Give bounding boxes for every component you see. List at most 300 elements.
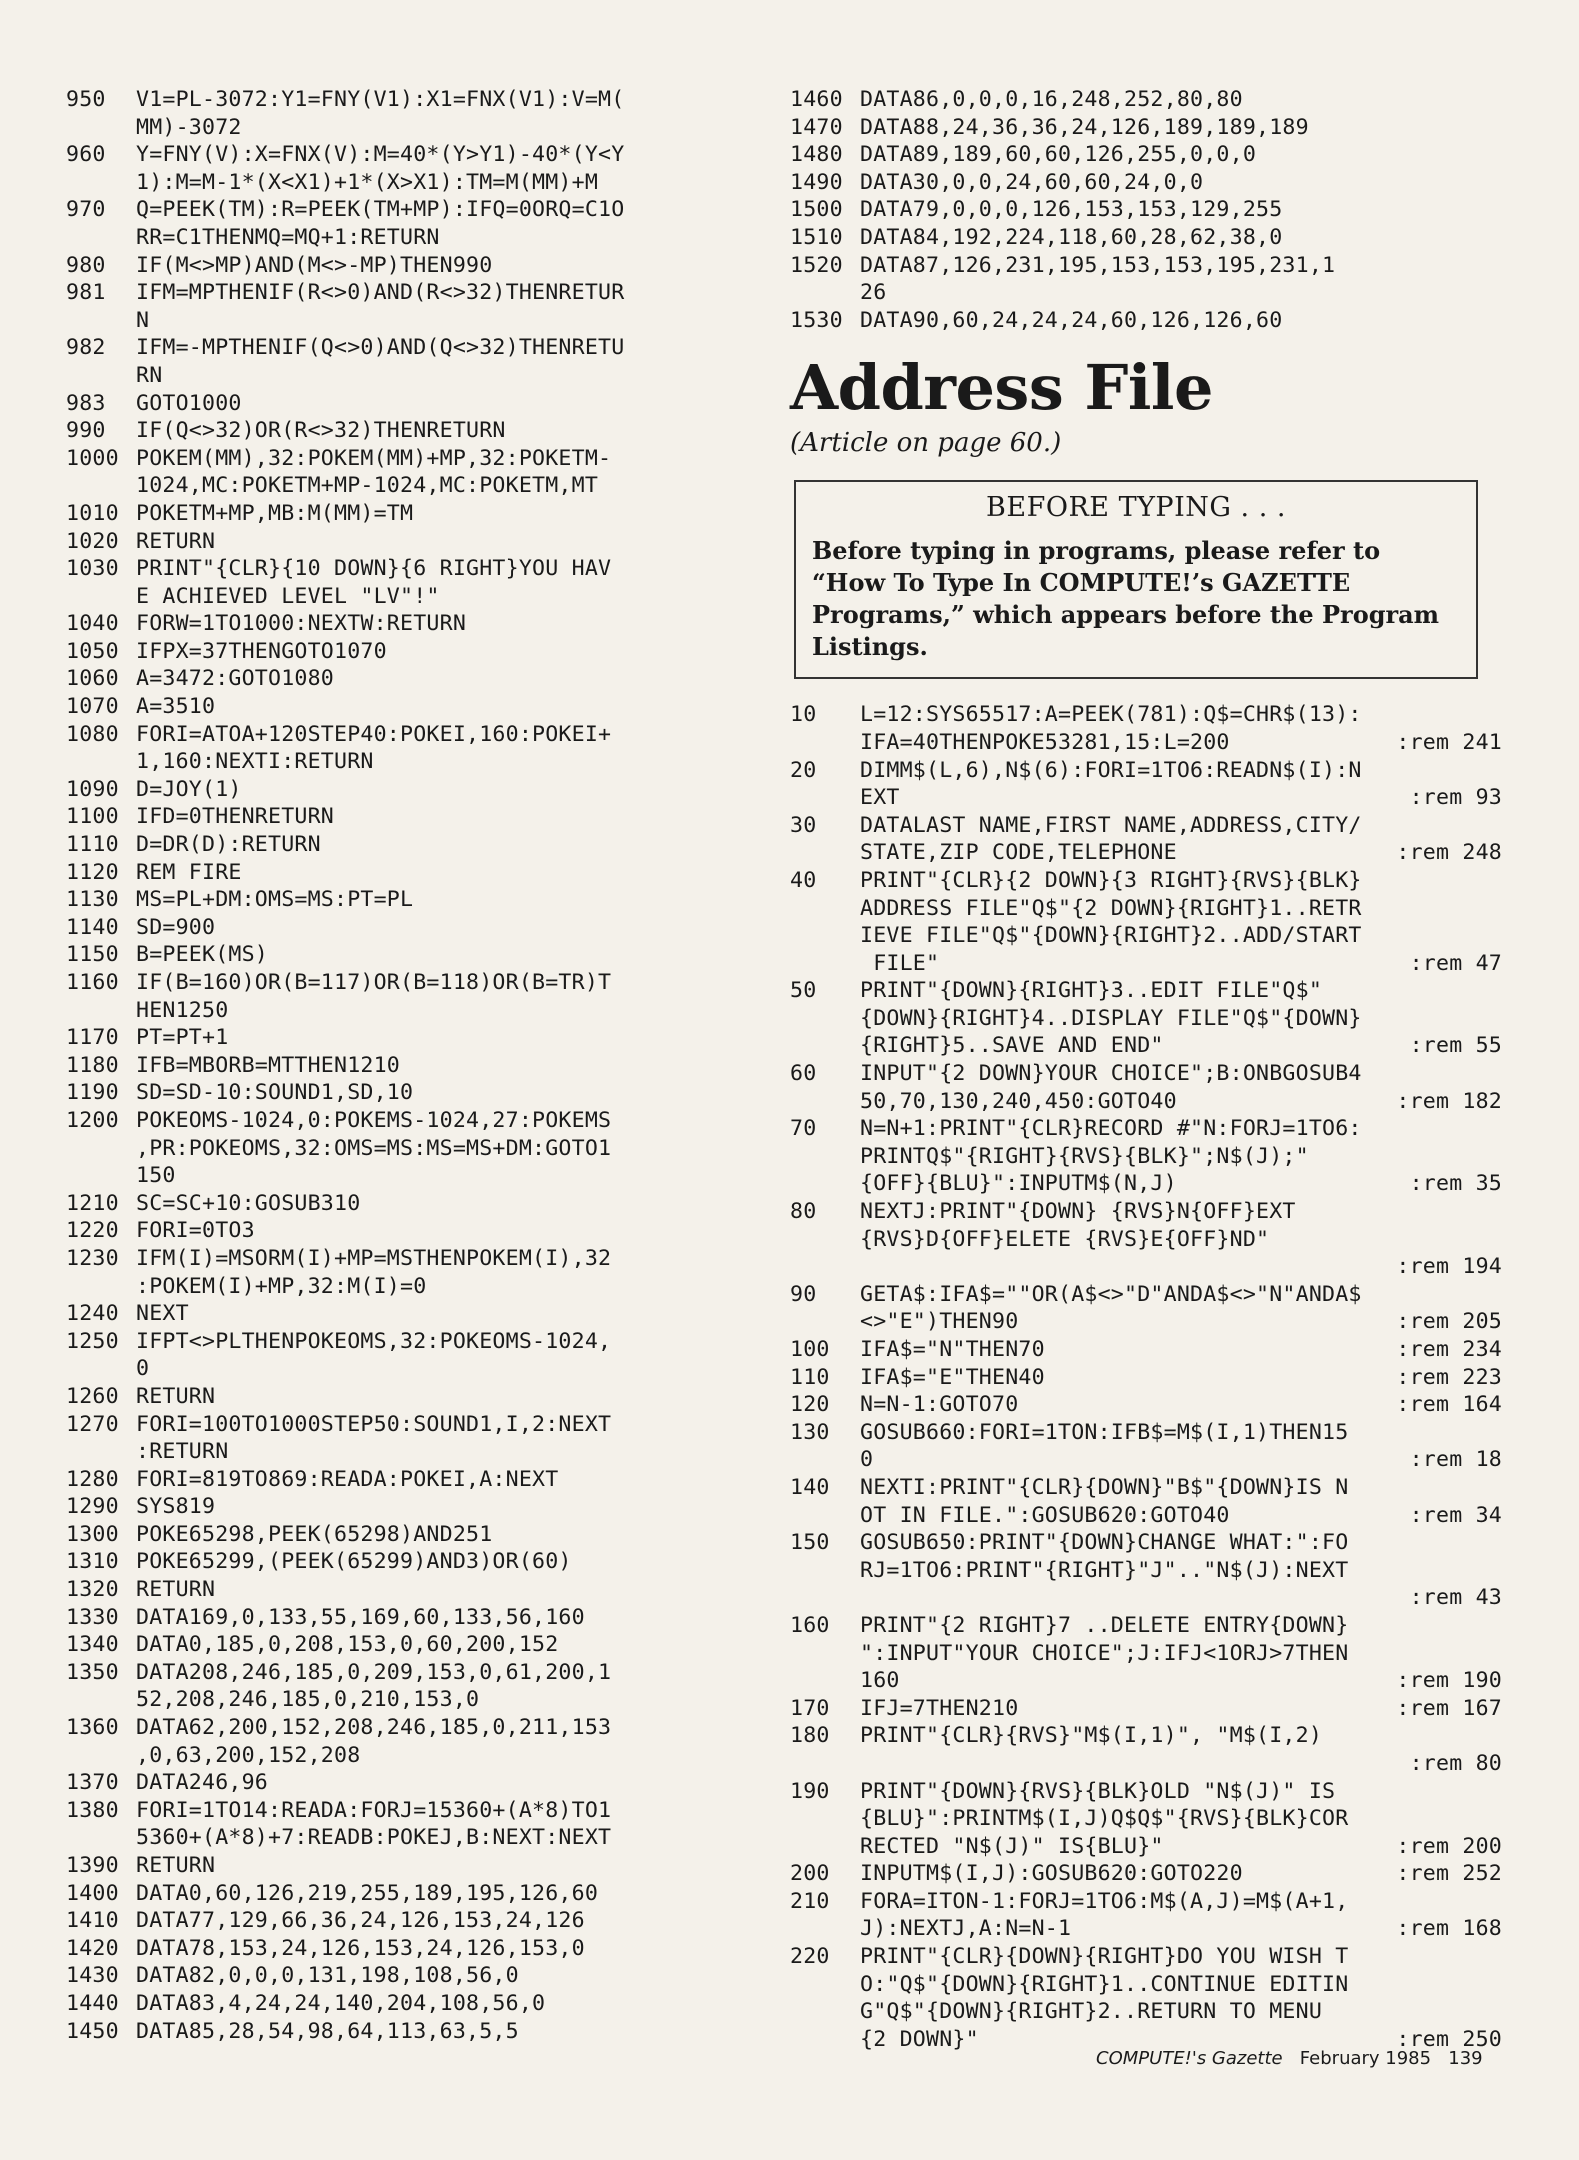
code-text: {RVS}D{OFF}ELETE {RVS}E{OFF}ND" bbox=[860, 1226, 1270, 1252]
code-text bbox=[860, 1750, 1410, 1778]
code-text: DATA85,28,54,98,64,113,63,5,5 bbox=[136, 2018, 519, 2044]
code-body bbox=[136, 1079, 766, 1107]
code-text: B=PEEK(MS) bbox=[136, 942, 269, 968]
code-text: {OFF}{BLU}":INPUTM$(N,J) bbox=[860, 1171, 1177, 1197]
code-line bbox=[66, 1107, 766, 1190]
line-number: 1200 bbox=[66, 1107, 119, 1133]
code-text: DATA88,24,36,36,24,126,189,189,189 bbox=[860, 114, 1309, 140]
line-number: 983 bbox=[66, 390, 106, 416]
code-body bbox=[860, 1860, 1510, 1888]
left-listing-column bbox=[66, 86, 766, 2045]
code-text: GOSUB650:PRINT"{DOWN}CHANGE WHAT:":FO bbox=[860, 1530, 1349, 1556]
code-body bbox=[136, 969, 766, 1024]
code-line bbox=[66, 941, 766, 969]
code-line bbox=[66, 1217, 766, 1245]
code-body bbox=[860, 1612, 1510, 1695]
code-body bbox=[860, 867, 1510, 977]
code-text: DATA30,0,0,24,60,60,24,0,0 bbox=[860, 169, 1204, 195]
checksum-rem: :rem 250 bbox=[1396, 2026, 1502, 2052]
line-number: 130 bbox=[790, 1419, 830, 1445]
code-text: 50,70,130,240,450:GOTO40 bbox=[860, 1088, 1177, 1114]
code-text: FORA=ITON-1:FORJ=1TO6:M$(A,J)=M$(A+1, bbox=[860, 1888, 1349, 1914]
line-number: 1150 bbox=[66, 942, 119, 968]
line-number: 1350 bbox=[66, 1659, 119, 1685]
line-number: 1490 bbox=[790, 169, 843, 195]
code-text: MS=PL+DM:OMS=MS:PT=PL bbox=[136, 887, 414, 913]
code-body bbox=[136, 1300, 766, 1328]
code-text: RR=C1THENMQ=MQ+1:RETURN bbox=[136, 224, 440, 250]
code-text: SD=SD-10:SOUND1,SD,10 bbox=[136, 1080, 414, 1106]
code-line bbox=[66, 1190, 766, 1218]
code-text: D=DR(D):RETURN bbox=[136, 832, 321, 858]
code-body bbox=[860, 701, 1510, 756]
code-text: ,PR:POKEOMS,32:OMS=MS:MS=MS+DM:GOTO1 bbox=[136, 1135, 612, 1161]
code-body bbox=[136, 445, 766, 500]
line-number: 40 bbox=[790, 867, 817, 893]
code-body bbox=[860, 812, 1510, 867]
code-body bbox=[860, 169, 1510, 197]
code-text: HEN1250 bbox=[136, 997, 229, 1023]
line-number: 160 bbox=[790, 1612, 830, 1638]
code-body bbox=[136, 528, 766, 556]
code-line bbox=[66, 1935, 766, 1963]
code-line bbox=[66, 914, 766, 942]
code-text bbox=[860, 1584, 1410, 1612]
footer-publication: COMPUTE!'s Gazette bbox=[1096, 2048, 1283, 2069]
code-text: DATA87,126,231,195,153,153,195,231,1 bbox=[860, 252, 1336, 278]
line-number: 981 bbox=[66, 280, 106, 306]
article-title: Address File bbox=[790, 351, 1213, 425]
code-text: POKETM+MP,MB:M(MM)=TM bbox=[136, 500, 414, 526]
code-text: ADDRESS FILE"Q$"{2 DOWN}{RIGHT}1..RETR bbox=[860, 895, 1362, 921]
line-number: 1460 bbox=[790, 87, 843, 112]
line-number: 1170 bbox=[66, 1025, 119, 1051]
code-text: 1,160:NEXTI:RETURN bbox=[136, 749, 374, 775]
line-number: 982 bbox=[66, 335, 106, 361]
code-body bbox=[860, 1888, 1510, 1943]
code-text: {2 DOWN}" bbox=[860, 2026, 979, 2052]
code-body bbox=[136, 1907, 766, 1935]
code-text: DATA79,0,0,0,126,153,153,129,255 bbox=[860, 197, 1283, 223]
code-body bbox=[136, 665, 766, 693]
code-text: 150 bbox=[136, 1163, 176, 1189]
code-line bbox=[66, 334, 766, 389]
code-text: PRINT"{DOWN}{RVS}{BLK}OLD "N$(J)" IS bbox=[860, 1778, 1336, 1804]
code-text: DATA78,153,24,126,153,24,126,153,0 bbox=[136, 1935, 585, 1961]
code-text: IFM(I)=MSORM(I)+MP=MSTHENPOKEM(I),32 bbox=[136, 1245, 612, 1271]
checksum-rem: :rem 248 bbox=[1396, 840, 1502, 866]
code-line bbox=[66, 1797, 766, 1852]
code-body bbox=[136, 1383, 766, 1411]
code-body bbox=[136, 279, 766, 334]
code-text: L=12:SYS65517:A=PEEK(781):Q$=CHR$(13): bbox=[860, 702, 1362, 728]
code-text: EXT bbox=[860, 785, 900, 811]
line-number: 190 bbox=[790, 1778, 830, 1804]
line-number: 1060 bbox=[66, 666, 119, 692]
line-number: 1220 bbox=[66, 1218, 119, 1244]
code-text: POKEOMS-1024,0:POKEMS-1024,27:POKEMS bbox=[136, 1107, 612, 1133]
line-number: 1420 bbox=[66, 1935, 119, 1961]
code-line bbox=[66, 1383, 766, 1411]
code-line bbox=[790, 141, 1510, 169]
code-line bbox=[66, 1631, 766, 1659]
code-line bbox=[66, 610, 766, 638]
line-number: 150 bbox=[790, 1530, 830, 1556]
right-top-listing bbox=[790, 86, 1510, 334]
line-number: 140 bbox=[790, 1474, 830, 1500]
code-line bbox=[66, 1852, 766, 1880]
code-line bbox=[66, 969, 766, 1024]
code-body bbox=[860, 224, 1510, 252]
code-body bbox=[136, 196, 766, 251]
code-text: DIMM$(L,6),N$(6):FORI=1TO6:READN$(I):N bbox=[860, 757, 1362, 783]
line-number: 120 bbox=[790, 1392, 830, 1418]
code-body bbox=[136, 417, 766, 445]
code-text: OT IN FILE.":GOSUB620:GOTO40 bbox=[860, 1502, 1230, 1528]
code-body bbox=[136, 1245, 766, 1300]
code-line bbox=[66, 390, 766, 418]
code-line bbox=[66, 1714, 766, 1769]
code-body bbox=[860, 252, 1510, 307]
code-body bbox=[136, 1604, 766, 1632]
code-line bbox=[66, 1024, 766, 1052]
line-number: 1240 bbox=[66, 1301, 119, 1327]
code-line bbox=[66, 196, 766, 251]
code-text: {RIGHT}5..SAVE AND END" bbox=[860, 1033, 1164, 1059]
code-text: POKEM(MM),32:POKEM(MM)+MP,32:POKETM- bbox=[136, 445, 612, 471]
code-text: FORI=100TO1000STEP50:SOUND1,I,2:NEXT bbox=[136, 1411, 612, 1437]
code-text: N bbox=[136, 307, 150, 333]
line-number: 1500 bbox=[790, 197, 843, 223]
code-body bbox=[860, 196, 1510, 224]
checksum-rem: :rem 93 bbox=[1409, 785, 1502, 811]
code-body bbox=[136, 1466, 766, 1494]
code-text: RETURN bbox=[136, 1383, 216, 1409]
code-text: NEXTI:PRINT"{CLR}{DOWN}"B$"{DOWN}IS N bbox=[860, 1474, 1349, 1500]
code-line bbox=[790, 1722, 1510, 1777]
line-number: 980 bbox=[66, 252, 106, 278]
code-line bbox=[66, 252, 766, 280]
code-line bbox=[790, 1474, 1510, 1529]
code-line bbox=[790, 1529, 1510, 1612]
code-body bbox=[136, 638, 766, 666]
code-body bbox=[136, 1107, 766, 1190]
code-text: ":INPUT"YOUR CHOICE";J:IFJ<1ORJ>7THEN bbox=[860, 1640, 1349, 1666]
code-text: :POKEM(I)+MP,32:M(I)=0 bbox=[136, 1273, 427, 1299]
code-body bbox=[860, 1695, 1510, 1723]
line-number: 1190 bbox=[66, 1080, 119, 1106]
code-text bbox=[860, 1253, 1396, 1281]
code-text: IF(M<>MP)AND(M<>-MP)THEN990 bbox=[136, 252, 493, 278]
before-typing-box bbox=[794, 480, 1478, 679]
code-line bbox=[790, 1060, 1510, 1115]
code-text: RETURN bbox=[136, 1577, 216, 1603]
code-text: N=N+1:PRINT"{CLR}RECORD #"N:FORJ=1TO6: bbox=[860, 1116, 1362, 1142]
code-body bbox=[136, 776, 766, 804]
code-line bbox=[66, 445, 766, 500]
code-text: DATA62,200,152,208,246,185,0,211,153 bbox=[136, 1715, 612, 1741]
footer-page-number: 139 bbox=[1448, 2048, 1483, 2069]
code-text: IFJ=7THEN210 bbox=[860, 1695, 1019, 1721]
line-number: 1380 bbox=[66, 1797, 119, 1823]
code-text: GOSUB660:FORI=1TON:IFB$=M$(I,1)THEN15 bbox=[860, 1419, 1349, 1445]
line-number: 1020 bbox=[66, 528, 119, 554]
code-body bbox=[860, 1281, 1510, 1336]
code-body bbox=[860, 1364, 1510, 1392]
code-text: IFM=MPTHENIF(R<>0)AND(R<>32)THENRETUR bbox=[136, 280, 625, 306]
code-text: DATA0,185,0,208,153,0,60,200,152 bbox=[136, 1632, 559, 1658]
code-text: FORW=1TO1000:NEXTW:RETURN bbox=[136, 611, 467, 637]
line-number: 60 bbox=[790, 1061, 817, 1087]
code-body bbox=[136, 2018, 766, 2046]
code-text: 1024,MC:POKETM+MP-1024,MC:POKETM,MT bbox=[136, 473, 599, 499]
line-number: 990 bbox=[66, 418, 106, 444]
code-text: RJ=1TO6:PRINT"{RIGHT}"J".."N$(J):NEXT bbox=[860, 1557, 1349, 1583]
code-text: Y=FNY(V):X=FNX(V):M=40*(Y>Y1)-40*(Y<Y bbox=[136, 142, 625, 168]
line-number: 200 bbox=[790, 1861, 830, 1887]
code-line bbox=[66, 1990, 766, 2018]
code-text: IFA$="N"THEN70 bbox=[860, 1337, 1045, 1362]
code-line bbox=[790, 224, 1510, 252]
page-footer bbox=[1096, 2048, 1483, 2069]
code-body bbox=[136, 1962, 766, 1990]
code-body bbox=[136, 555, 766, 610]
line-number: 10 bbox=[790, 702, 817, 728]
code-text: {BLU}":PRINTM$(I,J)Q$Q$"{RVS}{BLK}COR bbox=[860, 1806, 1349, 1832]
line-number: 1390 bbox=[66, 1853, 119, 1878]
code-body bbox=[136, 859, 766, 887]
line-number: 1210 bbox=[66, 1190, 119, 1216]
code-body bbox=[136, 1935, 766, 1963]
code-text: FORI=0TO3 bbox=[136, 1218, 255, 1244]
checksum-rem: :rem 182 bbox=[1396, 1088, 1502, 1114]
code-body bbox=[136, 1052, 766, 1080]
line-number: 50 bbox=[790, 978, 817, 1004]
code-text: FORI=819TO869:READA:POKEI,A:NEXT bbox=[136, 1466, 559, 1492]
code-body bbox=[136, 500, 766, 528]
code-text: 0 bbox=[860, 1447, 874, 1473]
code-body bbox=[136, 1411, 766, 1466]
code-body bbox=[860, 1115, 1510, 1198]
code-line bbox=[790, 1888, 1510, 1943]
code-line bbox=[66, 141, 766, 196]
code-text: PRINT"{2 RIGHT}7 ..DELETE ENTRY{DOWN} bbox=[860, 1612, 1349, 1638]
code-text: GOTO1000 bbox=[136, 390, 242, 416]
code-text: :RETURN bbox=[136, 1439, 229, 1465]
code-text: G"Q$"{DOWN}{RIGHT}2..RETURN TO MENU bbox=[860, 1999, 1323, 2025]
code-text: SYS819 bbox=[136, 1494, 216, 1520]
code-body bbox=[860, 1778, 1510, 1861]
code-body bbox=[136, 1990, 766, 2018]
code-line bbox=[790, 1695, 1510, 1723]
box-body: Before typing in programs, please refer to “How To Type In COMPUTE!’s GAZETTE Programs,” which appears before the Program Listings. bbox=[812, 536, 1440, 662]
code-text: RETURN bbox=[136, 528, 216, 554]
code-body bbox=[136, 1714, 766, 1769]
code-body bbox=[860, 977, 1510, 1060]
code-text: FORI=ATOA+120STEP40:POKEI,160:POKEI+ bbox=[136, 721, 612, 747]
code-line bbox=[790, 1778, 1510, 1861]
code-text: DATA86,0,0,0,16,248,252,80,80 bbox=[860, 87, 1243, 112]
code-body bbox=[136, 1024, 766, 1052]
line-number: 70 bbox=[790, 1116, 817, 1142]
code-body bbox=[860, 1722, 1510, 1777]
code-text: O:"Q$"{DOWN}{RIGHT}1..CONTINUE EDITIN bbox=[860, 1971, 1349, 1997]
code-line bbox=[66, 886, 766, 914]
code-text: POKE65298,PEEK(65298)AND251 bbox=[136, 1521, 493, 1547]
code-text: PRINT"{CLR}{2 DOWN}{3 RIGHT}{RVS}{BLK} bbox=[860, 867, 1362, 893]
line-number: 1160 bbox=[66, 970, 119, 995]
code-line bbox=[790, 1612, 1510, 1695]
code-line bbox=[790, 1419, 1510, 1474]
code-text: FORI=1TO14:READA:FORJ=15360+(A*8)TO1 bbox=[136, 1797, 612, 1823]
code-line bbox=[66, 2018, 766, 2046]
code-text: DATA82,0,0,0,131,198,108,56,0 bbox=[136, 1963, 519, 1989]
line-number: 1280 bbox=[66, 1466, 119, 1492]
code-line bbox=[66, 1659, 766, 1714]
code-line bbox=[790, 1860, 1510, 1888]
code-text: J):NEXTJ,A:N=N-1 bbox=[860, 1916, 1072, 1942]
code-text: DATA90,60,24,24,24,60,126,126,60 bbox=[860, 307, 1283, 333]
line-number: 1010 bbox=[66, 500, 119, 526]
code-text: INPUTM$(I,J):GOSUB620:GOTO220 bbox=[860, 1861, 1243, 1887]
code-line bbox=[66, 1880, 766, 1908]
code-text: 52,208,246,185,0,210,153,0 bbox=[136, 1687, 480, 1713]
code-body bbox=[136, 803, 766, 831]
code-text: N=N-1:GOTO70 bbox=[860, 1392, 1019, 1418]
line-number: 1110 bbox=[66, 832, 119, 858]
checksum-rem: :rem 205 bbox=[1396, 1309, 1502, 1335]
code-line bbox=[790, 1336, 1510, 1364]
code-body bbox=[860, 1529, 1510, 1612]
line-number: 1530 bbox=[790, 307, 843, 333]
code-line bbox=[790, 1364, 1510, 1392]
code-text: DATA0,60,126,219,255,189,195,126,60 bbox=[136, 1880, 599, 1906]
checksum-rem: :rem 18 bbox=[1409, 1447, 1502, 1473]
code-text: IFA=40THENPOKE53281,15:L=200 bbox=[860, 729, 1230, 755]
code-text: 26 bbox=[860, 280, 887, 306]
code-body bbox=[136, 914, 766, 942]
code-line bbox=[66, 1962, 766, 1990]
code-body bbox=[136, 1217, 766, 1245]
code-line bbox=[66, 859, 766, 887]
code-body bbox=[136, 1521, 766, 1549]
line-number: 970 bbox=[66, 197, 106, 223]
checksum-rem: :rem 200 bbox=[1396, 1833, 1502, 1859]
code-body bbox=[136, 1328, 766, 1383]
checksum-rem: :rem 47 bbox=[1409, 950, 1502, 976]
line-number: 1340 bbox=[66, 1632, 119, 1658]
code-body bbox=[860, 1943, 1510, 2053]
code-body bbox=[136, 1659, 766, 1714]
line-number: 30 bbox=[790, 812, 817, 838]
code-text: 5360+(A*8)+7:READB:POKEJ,B:NEXT:NEXT bbox=[136, 1825, 612, 1851]
code-line bbox=[66, 417, 766, 445]
code-text: RETURN bbox=[136, 1853, 216, 1878]
checksum-rem: :rem 190 bbox=[1396, 1668, 1502, 1694]
code-text: 0 bbox=[136, 1356, 150, 1382]
code-line bbox=[790, 1281, 1510, 1336]
code-line bbox=[790, 86, 1510, 114]
code-line bbox=[66, 776, 766, 804]
line-number: 220 bbox=[790, 1944, 830, 1970]
line-number: 1270 bbox=[66, 1411, 119, 1437]
code-line bbox=[66, 1604, 766, 1632]
code-text: PRINT"{CLR}{10 DOWN}{6 RIGHT}YOU HAV bbox=[136, 556, 612, 582]
code-body bbox=[860, 141, 1510, 169]
code-text: DATA77,129,66,36,24,126,153,24,126 bbox=[136, 1908, 585, 1934]
code-line bbox=[66, 665, 766, 693]
code-text: SD=900 bbox=[136, 914, 216, 940]
line-number: 100 bbox=[790, 1337, 830, 1362]
code-body bbox=[136, 886, 766, 914]
code-line bbox=[66, 1300, 766, 1328]
line-number: 1000 bbox=[66, 445, 119, 471]
line-number: 1360 bbox=[66, 1715, 119, 1741]
code-line bbox=[790, 757, 1510, 812]
code-text: 1):M=M-1*(X<X1)+1*(X>X1):TM=M(MM)+M bbox=[136, 169, 599, 195]
code-body bbox=[136, 334, 766, 389]
code-line bbox=[66, 555, 766, 610]
code-text: GETA$:IFA$=""OR(A$<>"D"ANDA$<>"N"ANDA$ bbox=[860, 1281, 1362, 1307]
line-number: 1310 bbox=[66, 1549, 119, 1575]
code-line bbox=[66, 1907, 766, 1935]
line-number: 1300 bbox=[66, 1521, 119, 1547]
line-number: 1120 bbox=[66, 859, 119, 885]
code-line bbox=[66, 86, 766, 141]
code-text: A=3510 bbox=[136, 694, 216, 720]
code-body bbox=[136, 252, 766, 280]
code-body bbox=[860, 1419, 1510, 1474]
code-text: DATA83,4,24,24,140,204,108,56,0 bbox=[136, 1990, 546, 2016]
code-text: NEXTJ:PRINT"{DOWN} {RVS}N{OFF}EXT bbox=[860, 1199, 1296, 1225]
code-text: IEVE FILE"Q$"{DOWN}{RIGHT}2..ADD/START bbox=[860, 923, 1362, 949]
code-line bbox=[66, 279, 766, 334]
code-line bbox=[790, 252, 1510, 307]
code-body bbox=[860, 1391, 1510, 1419]
line-number: 1320 bbox=[66, 1577, 119, 1603]
line-number: 1480 bbox=[790, 142, 843, 168]
code-line bbox=[66, 1493, 766, 1521]
code-text: IFB=MBORB=MTTHEN1210 bbox=[136, 1052, 401, 1078]
code-line bbox=[790, 114, 1510, 142]
code-text: RECTED "N$(J)" IS{BLU}" bbox=[860, 1833, 1164, 1859]
right-column bbox=[790, 86, 1510, 2053]
line-number: 1430 bbox=[66, 1963, 119, 1989]
code-body bbox=[860, 1198, 1510, 1281]
code-line bbox=[66, 1079, 766, 1107]
code-line bbox=[790, 169, 1510, 197]
code-body bbox=[136, 141, 766, 196]
line-number: 20 bbox=[790, 757, 817, 783]
code-text: V1=PL-3072:Y1=FNY(V1):X1=FNX(V1):V=M( bbox=[136, 87, 625, 112]
code-line bbox=[66, 803, 766, 831]
code-body bbox=[136, 721, 766, 776]
code-body bbox=[136, 693, 766, 721]
code-line bbox=[790, 812, 1510, 867]
checksum-rem: :rem 194 bbox=[1396, 1254, 1502, 1280]
code-text: DATA169,0,133,55,169,60,133,56,160 bbox=[136, 1604, 585, 1630]
code-line bbox=[66, 693, 766, 721]
code-text: PRINT"{DOWN}{RIGHT}3..EDIT FILE"Q$" bbox=[860, 978, 1323, 1004]
code-line bbox=[66, 1521, 766, 1549]
code-body bbox=[136, 1548, 766, 1576]
code-line bbox=[66, 1576, 766, 1604]
line-number: 1080 bbox=[66, 721, 119, 747]
line-number: 80 bbox=[790, 1199, 817, 1225]
code-body bbox=[136, 610, 766, 638]
line-number: 1290 bbox=[66, 1494, 119, 1520]
code-text: STATE,ZIP CODE,TELEPHONE bbox=[860, 840, 1177, 866]
